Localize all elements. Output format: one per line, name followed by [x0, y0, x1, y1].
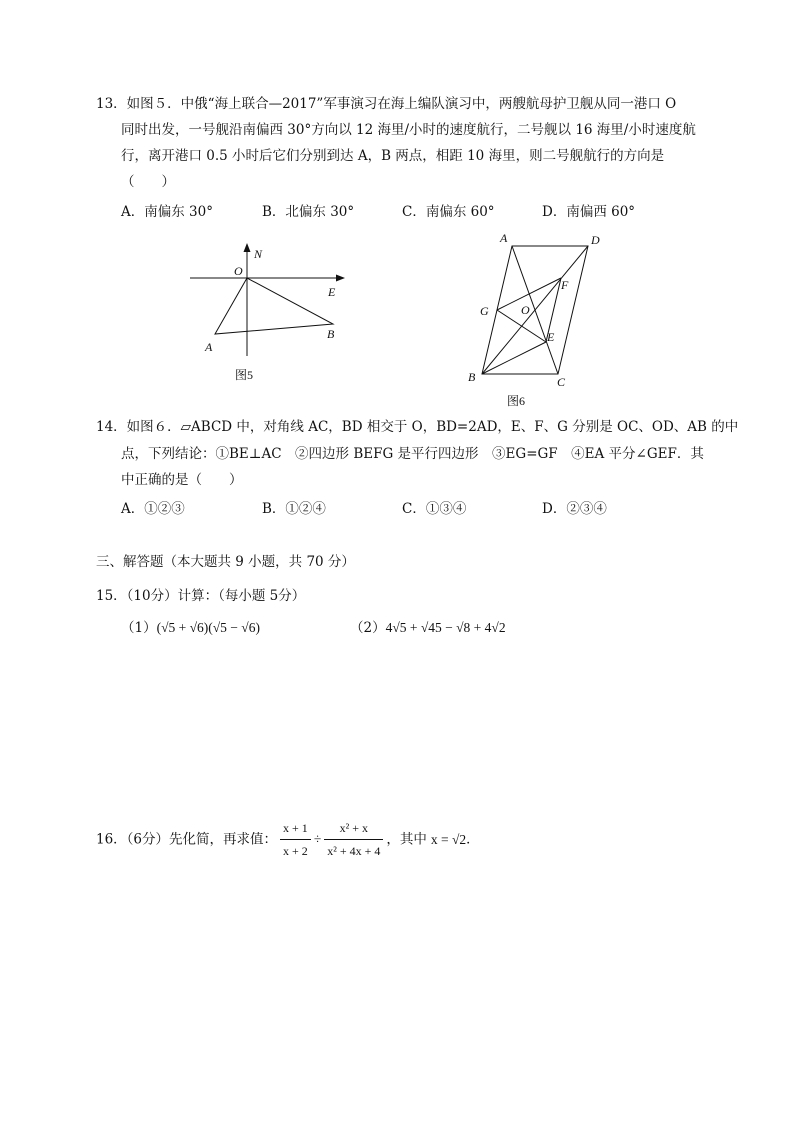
fig5-label-n: N [254, 247, 263, 261]
q15-part-2-label: （2） [350, 620, 386, 636]
q15-part-2 [350, 618, 506, 638]
q15-part-1 [121, 618, 260, 638]
q15-part-1-expression: (√5 + √6)(√5 − √6) [156, 620, 260, 635]
fig5-triangle-oab [215, 278, 333, 334]
q16-fraction-1-numerator: x + 1 [280, 818, 311, 840]
q15-part-2-expression: 4√5 + √45 − √8 + 4√2 [385, 620, 506, 635]
fig6-segment-be [482, 342, 546, 374]
q16-prefix: 16．（6分）先化简，再求值： [96, 831, 278, 848]
fig6-label-a: A [500, 231, 508, 245]
q16-fraction-1 [280, 818, 311, 861]
q13-line-3: 行，离开港口 0.5 小时后它们分别到达 A，B 两点，相距 10 海里，则二号舰航行的方向是 [121, 148, 665, 164]
q13-option-b[interactable]: B．北偏东 30° [262, 204, 355, 220]
q13-line-2: 同时出发，一号舰沿南偏西 30°方向以 12 海里/小时的速度航行，二号舰以 16 海里/小时速度航 [121, 122, 696, 138]
section-3-title: 三、解答题（本大题共 9 小题，共 70 分） [96, 554, 355, 570]
q15-title: 15．（10分）计算：（每小题 5分） [96, 588, 306, 604]
fig6-label-d: D [591, 233, 600, 247]
q14-line-2: 点，下列结论：①BE⊥AC ②四边形 BEFG 是平行四边形 ③EG=GF ④EA 平分∠GEF．其 [121, 446, 704, 462]
fig5-label-a: A [205, 340, 213, 354]
q16-divide-sign: ÷ [313, 831, 322, 847]
q14-option-a[interactable]: A．①②③ [121, 501, 185, 517]
fig6-caption: 图6 [507, 394, 526, 408]
question-16 [96, 818, 480, 861]
q16-condition: x = √2 [430, 831, 467, 847]
fig5-label-e: E [328, 285, 336, 299]
q13-line-4: （ ） [121, 174, 175, 190]
figure-6 [460, 228, 610, 413]
q16-fraction-1-denominator: x + 2 [283, 844, 308, 858]
fig6-label-f: F [561, 278, 569, 292]
q13-option-c[interactable]: C．南偏东 60° [402, 204, 495, 220]
fig6-label-e: E [547, 330, 555, 344]
q16-fraction-2 [324, 818, 383, 861]
q14-line-1: 14．如图６．▱ABCD 中，对角线 AC，BD 相交于 O，BD=2AD，E、F、G 分别是 OC、OD、AB 的中 [96, 419, 739, 435]
fig5-north-arrow [244, 243, 251, 252]
q14-option-b[interactable]: B．①②④ [262, 501, 326, 517]
q16-fraction-2-numerator: x² + x [324, 818, 383, 840]
q16-fraction-2-denominator: x² + 4x + 4 [327, 844, 381, 858]
fig6-label-b: B [468, 370, 476, 384]
q13-line-1: 13．如图５．中俄“海上联合—2017”军事演习在海上编队演习中，两艘航母护卫舰从同一港口 O [96, 96, 677, 112]
figure-5 [190, 238, 360, 388]
q14-line-3: 中正确的是（ ） [121, 472, 243, 488]
fig6-label-o: O [521, 303, 530, 317]
fig5-label-b: B [327, 327, 335, 341]
q13-option-d[interactable]: D．南偏西 60° [542, 204, 636, 220]
fig5-caption: 图5 [235, 368, 254, 382]
fig6-label-c: C [557, 375, 566, 389]
q16-suffix: ，其中 [386, 831, 427, 848]
fig5-east-arrow [336, 275, 345, 282]
q13-option-a[interactable]: A．南偏东 30° [121, 204, 213, 220]
q14-option-c[interactable]: C．①③④ [402, 501, 467, 517]
q16-end: ． [466, 831, 480, 848]
q15-part-1-label: （1） [121, 620, 157, 636]
fig6-label-g: G [480, 304, 489, 318]
fig5-label-o: O [234, 264, 243, 278]
q14-option-d[interactable]: D．②③④ [542, 501, 607, 517]
